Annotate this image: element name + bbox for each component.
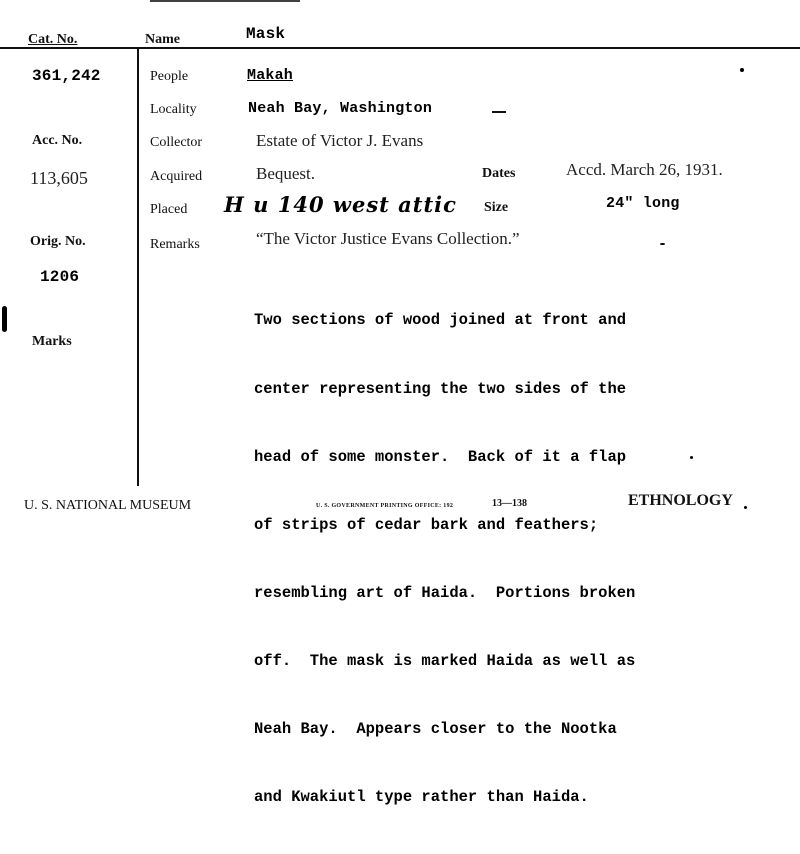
- marks-label: Marks: [32, 334, 72, 349]
- acc-no-label: Acc. No.: [32, 133, 83, 148]
- form-number: 13—138: [492, 498, 527, 509]
- description-line: Neah Bay. Appears closer to the Nootka: [254, 720, 617, 739]
- printing-office: U. S. GOVERNMENT PRINTING OFFICE: 192: [316, 503, 454, 509]
- description-line: center representing the two sides of the: [254, 379, 627, 398]
- cat-no-value: 361,242: [32, 67, 101, 85]
- remarks-label: Remarks: [150, 237, 200, 252]
- placed-label: Placed: [150, 202, 188, 217]
- ink-speck: [690, 456, 693, 459]
- locality-label: Locality: [150, 102, 197, 117]
- ink-speck: [660, 243, 665, 245]
- people-value: Makah: [247, 67, 294, 84]
- department-label: ETHNOLOGY: [628, 492, 733, 509]
- top-edge-mark: [150, 0, 300, 2]
- name-value: Mask: [246, 25, 286, 43]
- description-line: Two sections of wood joined at front and: [254, 311, 627, 330]
- header-rule: [0, 47, 800, 49]
- description-line: of strips of cedar bark and feathers;: [254, 515, 599, 534]
- collector-value: Estate of Victor J. Evans: [256, 131, 424, 150]
- museum-name: U. S. NATIONAL MUSEUM: [24, 498, 192, 513]
- description-line: head of some monster. Back of it a flap: [254, 447, 627, 466]
- ink-speck: [2, 306, 7, 332]
- orig-no-value: 1206: [40, 268, 80, 286]
- placed-value-handwritten: H u 140 west attic: [224, 192, 457, 217]
- column-divider: [137, 48, 139, 486]
- acquired-label: Acquired: [150, 169, 203, 184]
- locality-underline: [492, 111, 506, 113]
- description-line: and Kwakiutl type rather than Haida.: [254, 788, 589, 807]
- dates-value: Accd. March 26, 1931.: [566, 160, 723, 179]
- acc-no-value: 113,605: [30, 168, 88, 188]
- remarks-description: [254, 264, 794, 854]
- ink-speck: [744, 506, 747, 509]
- size-label: Size: [484, 200, 509, 215]
- locality-value: Neah Bay, Washington: [248, 100, 433, 117]
- remarks-quote: “The Victor Justice Evans Collection.”: [256, 229, 520, 248]
- size-value: 24" long: [606, 195, 680, 212]
- description-line: off. The mask is marked Haida as well as: [254, 651, 636, 670]
- dates-label: Dates: [482, 166, 516, 181]
- description-line: resembling art of Haida. Portions broken: [254, 583, 636, 602]
- ink-speck: [740, 68, 744, 72]
- name-label: Name: [145, 32, 180, 47]
- cat-no-label: Cat. No.: [28, 32, 78, 47]
- acquired-value: Bequest.: [256, 164, 316, 183]
- collector-label: Collector: [150, 135, 203, 150]
- orig-no-label: Orig. No.: [30, 234, 86, 249]
- people-label: People: [150, 69, 189, 84]
